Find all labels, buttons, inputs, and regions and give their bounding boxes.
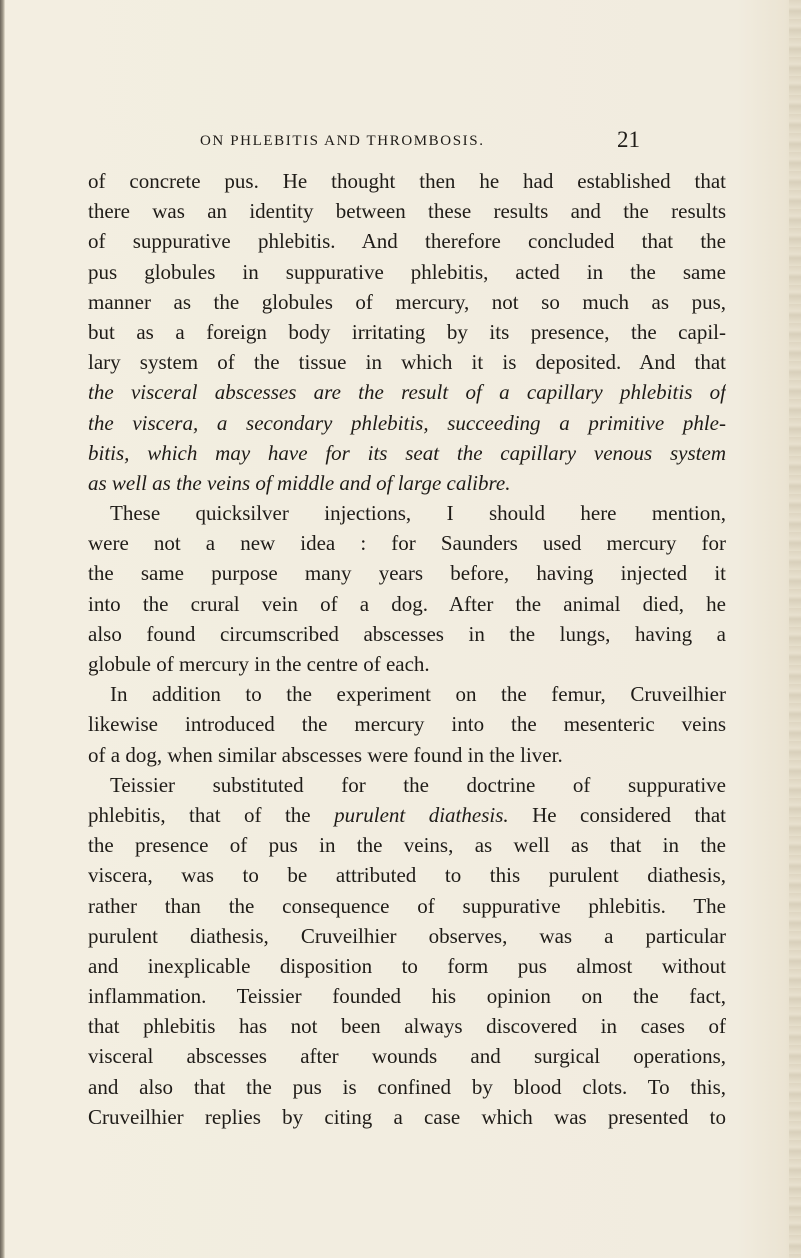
text-line: the visceral abscesses are the result of a capillary phlebitis of (88, 380, 726, 405)
running-head: ON PHLEBITIS AND THROMBOSIS. (200, 133, 485, 149)
text-line: These quicksilver injections, I should here mention, (110, 501, 726, 526)
text-line: that phlebitis has not been always discovered in cases of (88, 1014, 726, 1039)
page-gutter-shadow (0, 0, 5, 1258)
italic-segment: purulent diathesis. (334, 802, 509, 827)
text-line: purulent diathesis, Cruveilhier observes, was a particular (88, 923, 726, 948)
page-edge (789, 0, 801, 1258)
body-text (88, 166, 726, 1132)
text-line: there was an identity between these results and the results (88, 199, 726, 224)
text-line: and inexplicable disposition to form pus almost without (88, 953, 726, 978)
text-line: manner as the globules of mercury, not so much as pus, (88, 289, 726, 314)
text-line: but as a foreign body irritating by its presence, the capil- (88, 319, 726, 344)
text-line: Cruveilhier replies by citing a case which was presented to (88, 1104, 726, 1129)
page-number: 21 (617, 127, 640, 152)
text-line: of concrete pus. He thought then he had established that (88, 169, 726, 193)
text-line: likewise introduced the mercury into the mesenteric veins (88, 712, 726, 737)
page-header (200, 127, 640, 159)
text-line (88, 800, 726, 830)
text-line: and also that the pus is confined by blood clots. To this, (88, 1074, 726, 1099)
text-line: inflammation. Teissier founded his opinion on the fact, (88, 984, 726, 1009)
text-line: viscera, was to be attributed to this purulent diathesis, (88, 863, 726, 888)
text-line: pus globules in suppurative phlebitis, acted in the same (88, 259, 726, 284)
text-line: Teissier substituted for the doctrine of suppurative (110, 772, 726, 797)
text-line: of suppurative phlebitis. And therefore concluded that the (88, 229, 726, 254)
text-segment: He considered that (508, 802, 726, 827)
text-line: the presence of pus in the veins, as well as that in the (88, 833, 726, 858)
text-line: were not a new idea : for Saunders used mercury for (88, 531, 726, 556)
text-line: bitis, which may have for its seat the capillary venous system (88, 440, 726, 465)
text-line: visceral abscesses after wounds and surgical operations, (88, 1044, 726, 1069)
text-line: into the crural vein of a dog. After the animal died, he (88, 591, 726, 616)
text-line: lary system of the tissue in which it is deposited. And that (88, 350, 726, 375)
text-line: the viscera, a secondary phlebitis, succeeding a primitive phle- (88, 410, 726, 435)
text-line: globule of mercury in the centre of each. (88, 652, 430, 676)
text-line: of a dog, when similar abscesses were found in the liver. (88, 742, 563, 767)
text-line: rather than the consequence of suppurative phlebitis. The (88, 893, 726, 918)
text-segment: phlebitis, that of the (88, 802, 335, 827)
text-line: also found circumscribed abscesses in the lungs, having a (88, 621, 726, 646)
text-line: as well as the veins of middle and of large calibre. (88, 470, 511, 495)
text-line: In addition to the experiment on the femur, Cruveilhier (110, 682, 726, 707)
text-line: the same purpose many years before, having injected it (88, 561, 726, 586)
